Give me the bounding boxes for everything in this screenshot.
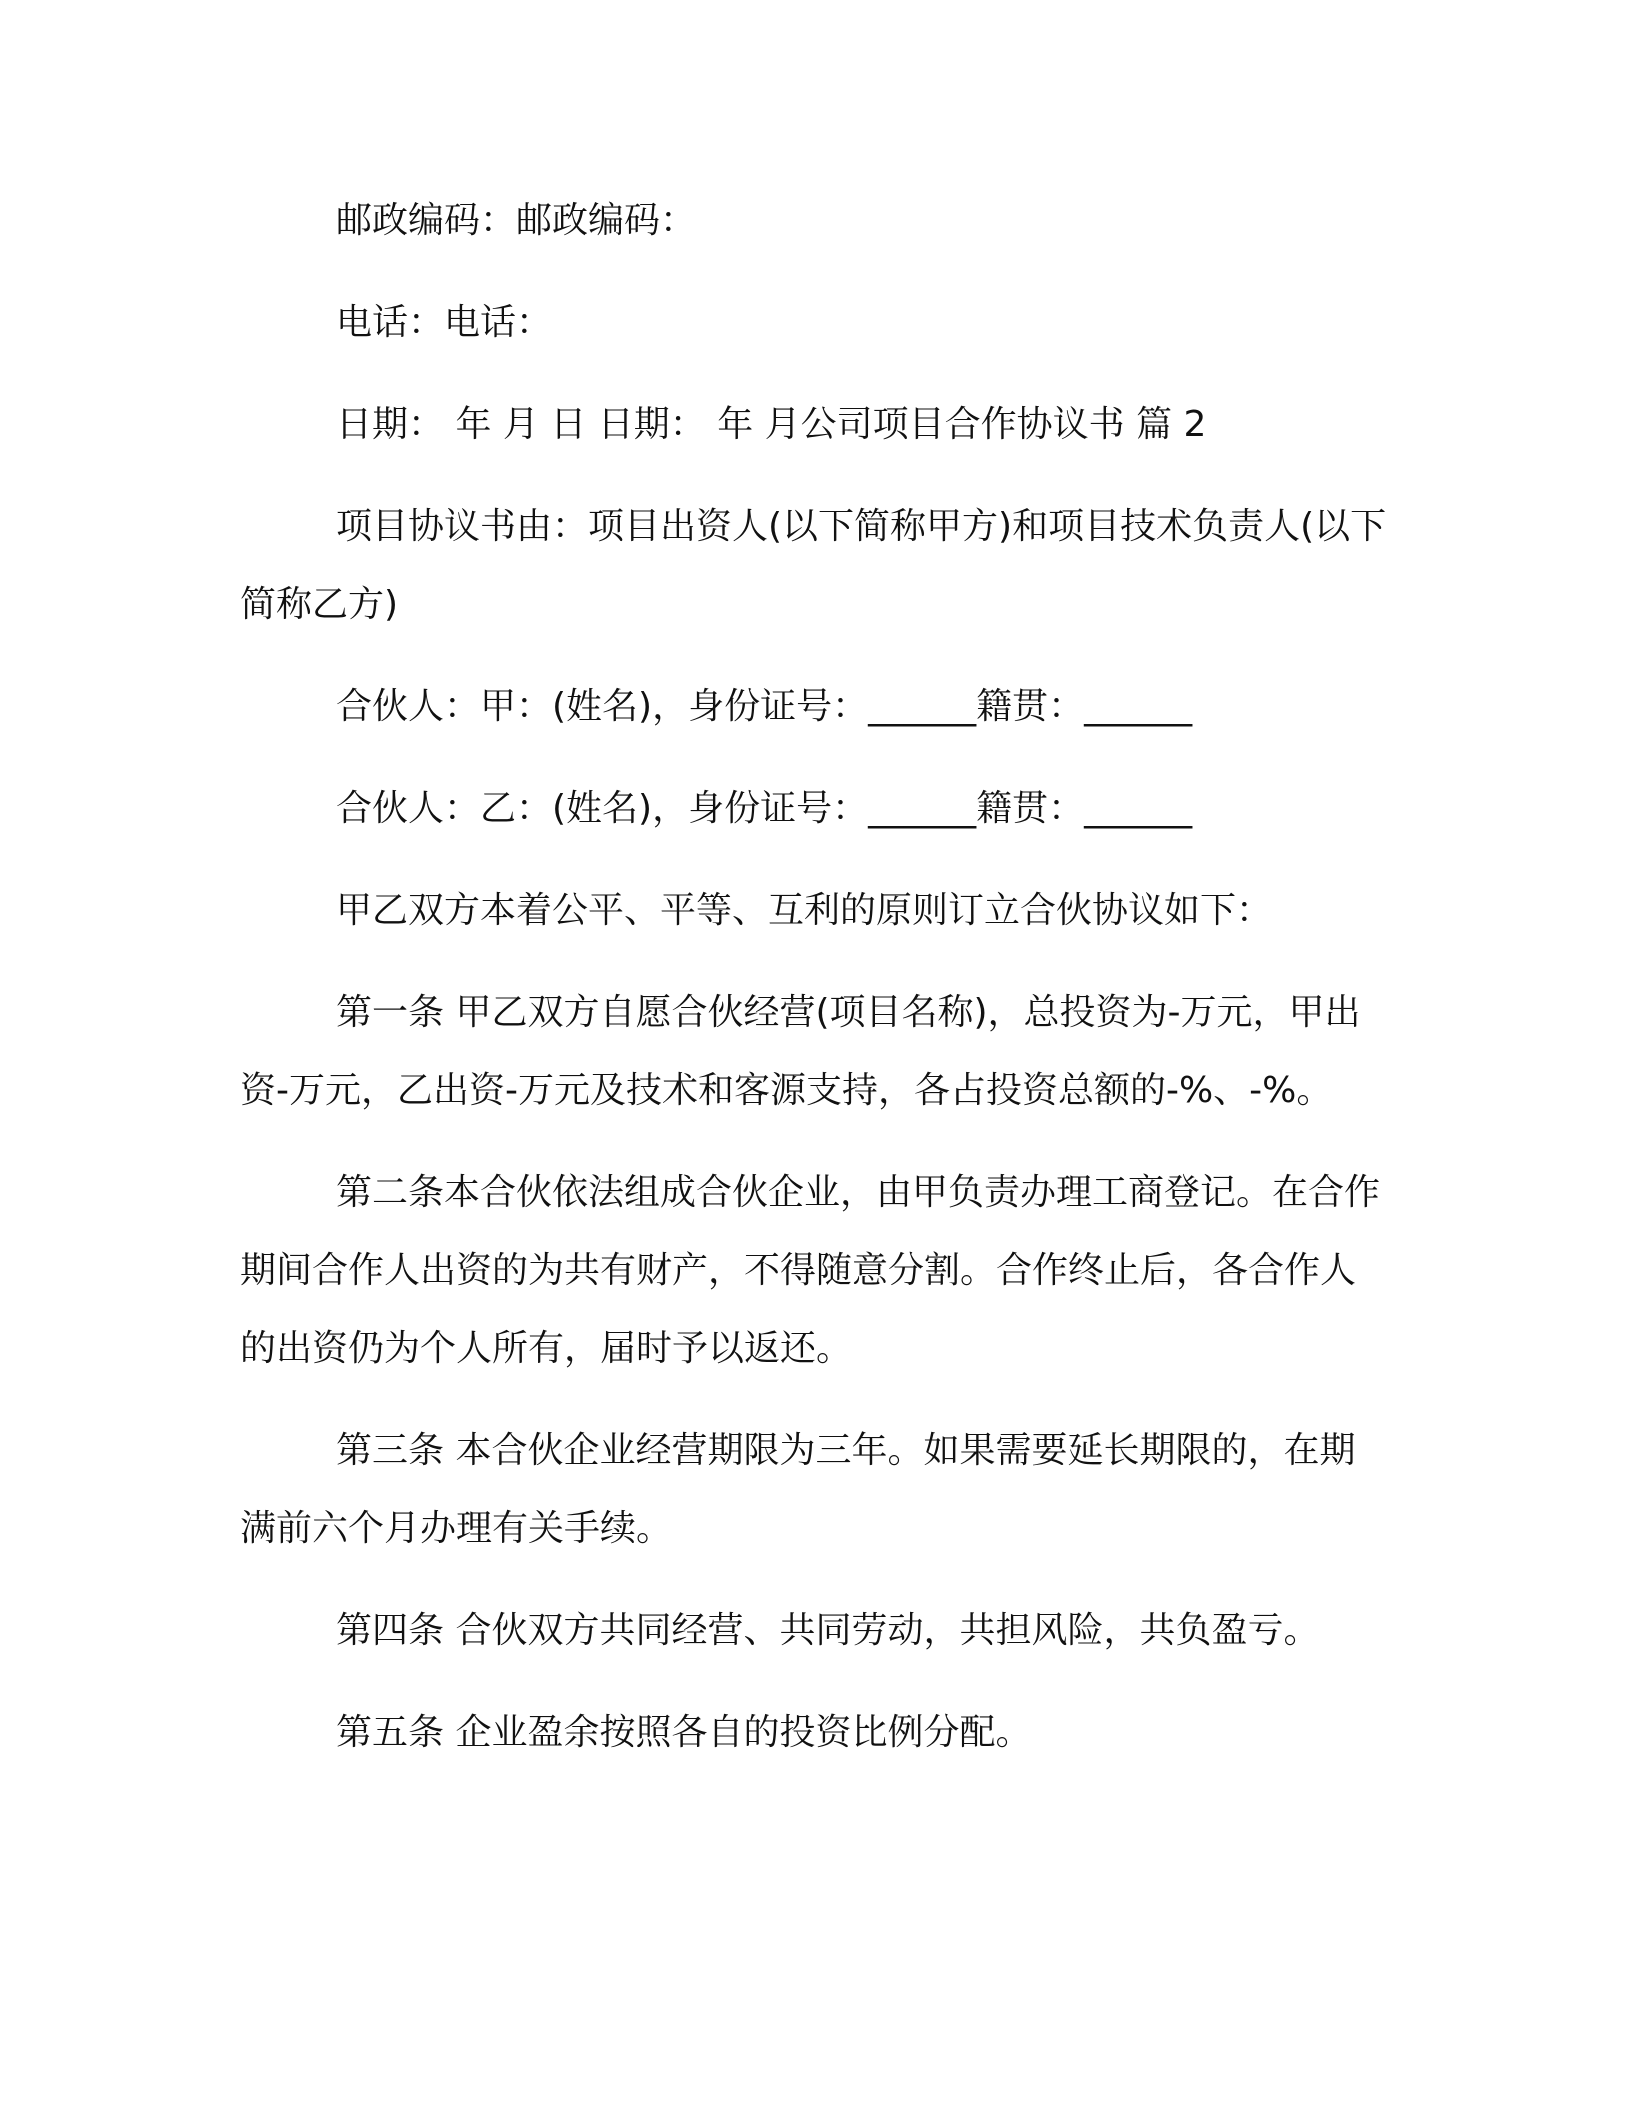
article-4: 第四条 合伙双方共同经营、共同劳动，共担风险，共负盈亏。	[336, 1610, 1320, 1651]
paragraph-partner-b: 合伙人：乙：(姓名)，身份证号：______籍贯：______	[336, 788, 1193, 829]
article-1: 第一条 甲乙双方自愿合伙经营(项目名称)，总投资为-万元，甲出资-万元，乙出资-万元及技术和客源支持，各占投资总额的-%、-%。	[240, 992, 1361, 1111]
paragraph-phone: 电话：电话：	[336, 302, 553, 343]
paragraph-principles: 甲乙双方本着公平、平等、互利的原则订立合伙协议如下：	[336, 890, 1273, 931]
paragraph-postal-code: 邮政编码：邮政编码：	[336, 200, 697, 241]
article-5: 第五条 企业盈余按照各自的投资比例分配。	[336, 1712, 1032, 1753]
document-body	[240, 182, 1390, 1796]
article-3: 第三条 本合伙企业经营期限为三年。如果需要延长期限的，在期满前六个月办理有关手续。	[240, 1430, 1356, 1549]
paragraph-agreement-parties: 项目协议书由：项目出资人(以下简称甲方)和项目技术负责人(以下简称乙方)	[240, 506, 1387, 625]
paragraph-date-title: 日期： 年 月 日 日期： 年 月公司项目合作协议书 篇 2	[336, 404, 1207, 445]
paragraph-partner-a: 合伙人：甲：(姓名)，身份证号：______籍贯：______	[336, 686, 1193, 727]
article-2: 第二条本合伙依法组成合伙企业，由甲负责办理工商登记。在合作期间合作人出资的为共有财产，不得随意分割。合作终止后，各合作人的出资仍为个人所有，届时予以返还。	[240, 1172, 1381, 1369]
